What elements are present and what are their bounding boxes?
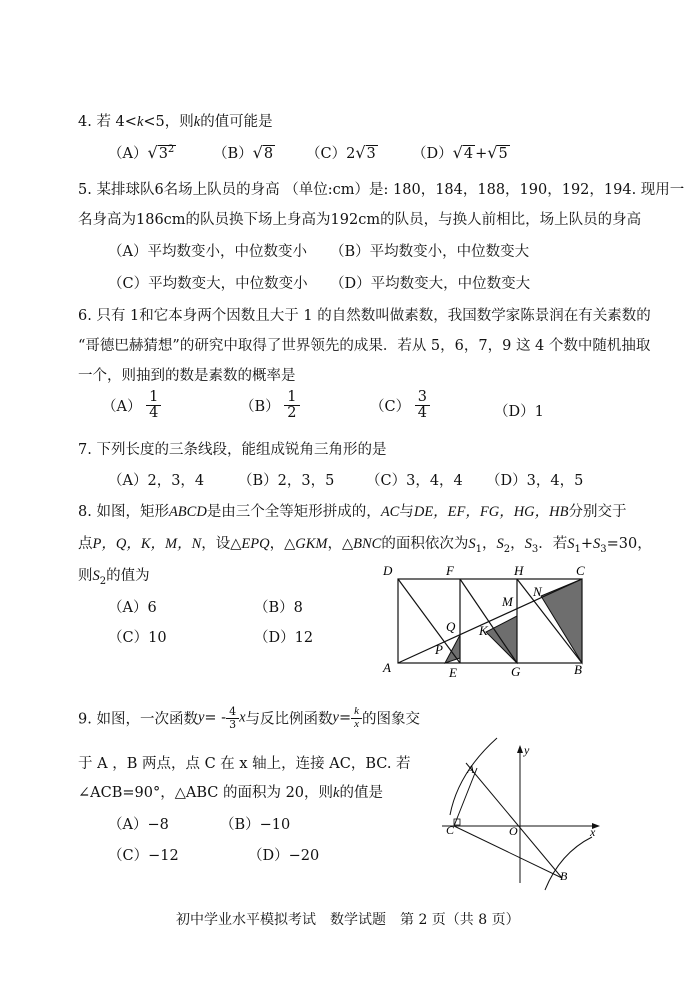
question-4-stem [78,110,273,131]
q7-option-c[interactable]: （C）3，4，4 [366,473,463,489]
q5-option-d[interactable]: （D）平均数变大，中位数变大 [330,276,531,292]
q4-opt-d-radicand-2: 5 [498,146,508,162]
q6-option-d[interactable]: （D）1 [494,404,544,420]
q9-line-3: ∠ACB=90°，△ABC 的面积为 20，则k的值是 [78,785,383,801]
q9-coordinate-figure [432,733,612,893]
label-o: O [509,824,518,838]
q7-option-d[interactable]: （D）3，4，5 [486,473,584,489]
q6-opt-a-fraction: $\frac{1}{4}$ [146,390,161,421]
q9-slope-fraction: $\frac{4}{3}$ [226,706,239,730]
q6-opt-b-fraction: $\frac{1}{2}$ [284,390,299,421]
label-c: C [576,563,585,578]
label-b: B [560,869,568,883]
q4-stem-b: <5，则 [143,114,194,130]
label-x: x [590,825,596,839]
q4-opt-c-coef: 2 [346,146,356,162]
q8-option-d[interactable]: （D）12 [254,630,314,646]
q4-option-b[interactable] [213,142,275,163]
label-d: D [383,563,393,578]
q4-opt-a-exponent: 2 [167,144,175,156]
q5-option-b[interactable]: （B）平均数变小，中位数变大 [330,244,530,260]
hyperbola-lower-right [545,837,592,890]
sqrt-icon: √ [355,143,366,162]
label-k: K [479,623,488,638]
q9-line-1: 9. 如图，一次函数y= - $\frac{4}{3}$ x与反比例函数y= $\frac{k}{x}$ 的图象交 [78,705,420,731]
label-a: A [383,660,391,675]
q4-opt-d-radicand-1: 4 [463,146,474,162]
q8-line-2: 点P，Q，K，M，N，设△EPQ，△GKM，△BNC的面积依次为$S_1$，$S_2$，$S_3$．若$S_1+S_3=30$， [78,536,652,555]
q9-option-b[interactable]: （B）−10 [220,817,291,833]
label-c: C [446,823,455,837]
segment-bc [454,826,562,878]
q4-opt-b-radicand: 8 [263,146,274,162]
q9-option-d[interactable]: （D）−20 [248,848,320,864]
q4-opt-a-label: （A） [108,146,148,162]
q5-line-2: 名身高为186cm的队员换下场上身高为192cm的队员，与换人前相比，场上队员的身高 [78,212,642,228]
shaded-triangle-epq [445,635,460,663]
sqrt-icon: √ [252,143,263,162]
q8-option-c[interactable]: （C）10 [108,630,167,646]
label-h: H [514,563,524,578]
label-a: A [467,762,475,776]
label-q: Q [446,619,456,634]
q6-opt-a-label: （A） [102,399,142,416]
q8-line-1: 8. 如图，矩形ABCD是由三个全等矩形拼成的，AC与DE，EF，FG，HG，HB分别交于 [78,504,627,520]
segment-ac [454,768,477,826]
sqrt-icon: √ [452,143,463,162]
q4-opt-a-radicand: $3^2$ [158,144,175,162]
label-m: M [502,594,513,609]
q5-line-1: 5. 某排球队6名场上队员的身高 （单位:cm）是: 180，184，188，190，192，194. 现用一 [78,182,685,198]
q4-opt-b-label: （B） [213,146,253,162]
y-axis-arrow-icon [517,745,523,753]
q6-option-a[interactable] [102,390,161,421]
q6-option-c[interactable] [370,390,430,421]
q4-opt-d-plus: + [475,146,488,162]
q7-option-b[interactable]: （B）2，3，5 [238,473,335,489]
q5-option-a[interactable]: （A）平均数变小，中位数变小 [108,244,307,260]
q4-option-a[interactable] [108,142,176,163]
shaded-triangle-bnc [541,579,582,663]
q4-stem-var-2: k [193,114,201,130]
q6-line-2: “哥德巴赫猜想”的研究中取得了世界领先的成果．若从 5，6，7，9 这 4 个数中随机抽取 [78,338,651,354]
q6-line-3: 一个，则抽到的数是素数的概率是 [78,368,296,384]
q7-stem: 7. 下列长度的三条线段，能组成锐角三角形的是 [78,442,387,458]
q8-line-3: 则$S_2$的值为 [78,568,150,587]
q4-stem-var: k [136,114,144,130]
q4-opt-d-label: （D） [412,146,453,162]
q4-stem-a: 若 4< [96,114,137,130]
q9-option-c[interactable]: （C）−12 [108,848,179,864]
q4-opt-c-radicand: 3 [366,146,376,162]
q6-opt-b-label: （B） [240,399,280,416]
q4-option-c[interactable] [306,142,378,163]
q4-option-d[interactable] [412,142,510,163]
label-b: B [574,662,582,677]
q8-option-a[interactable]: （A）6 [108,600,157,616]
label-f: F [446,563,454,578]
q4-number: 4. [78,114,92,130]
sqrt-icon: √ [487,143,498,162]
q8-rectangle-figure [376,558,606,682]
q6-option-b[interactable] [240,390,300,421]
sqrt-icon: √ [147,143,158,162]
q8-option-b[interactable]: （B）8 [254,600,303,616]
q7-option-a[interactable]: （A）2，3，4 [108,473,205,489]
q9-option-a[interactable]: （A）−8 [108,817,169,833]
q9-line-2: 于 A ，B 两点，点 C 在 x 轴上，连接 AC，BC. 若 [78,756,411,772]
label-e: E [449,665,457,680]
q9-inverse-fraction: $\frac{k}{x}$ [351,706,362,730]
line-ab [466,763,562,878]
q6-line-1: 6. 只有 1和它本身两个因数且大于 1 的自然数叫做素数，我国数学家陈景润在有关素数的 [78,308,651,324]
q4-stem-c: 的值可能是 [200,114,273,130]
label-g: G [511,664,521,679]
label-y: y [524,743,530,757]
q5-option-c[interactable]: （C）平均数变大，中位数变小 [108,276,308,292]
label-n: N [533,584,542,599]
page-footer: 初中学业水平模拟考试 数学试题 第 2 页（共 8 页） [176,912,520,928]
diagonal-ac [398,579,582,663]
q6-opt-c-label: （C） [370,399,411,416]
label-p: P [435,642,443,657]
q4-opt-c-label: （C） [306,146,347,162]
q6-opt-c-fraction: $\frac{3}{4}$ [415,390,430,421]
